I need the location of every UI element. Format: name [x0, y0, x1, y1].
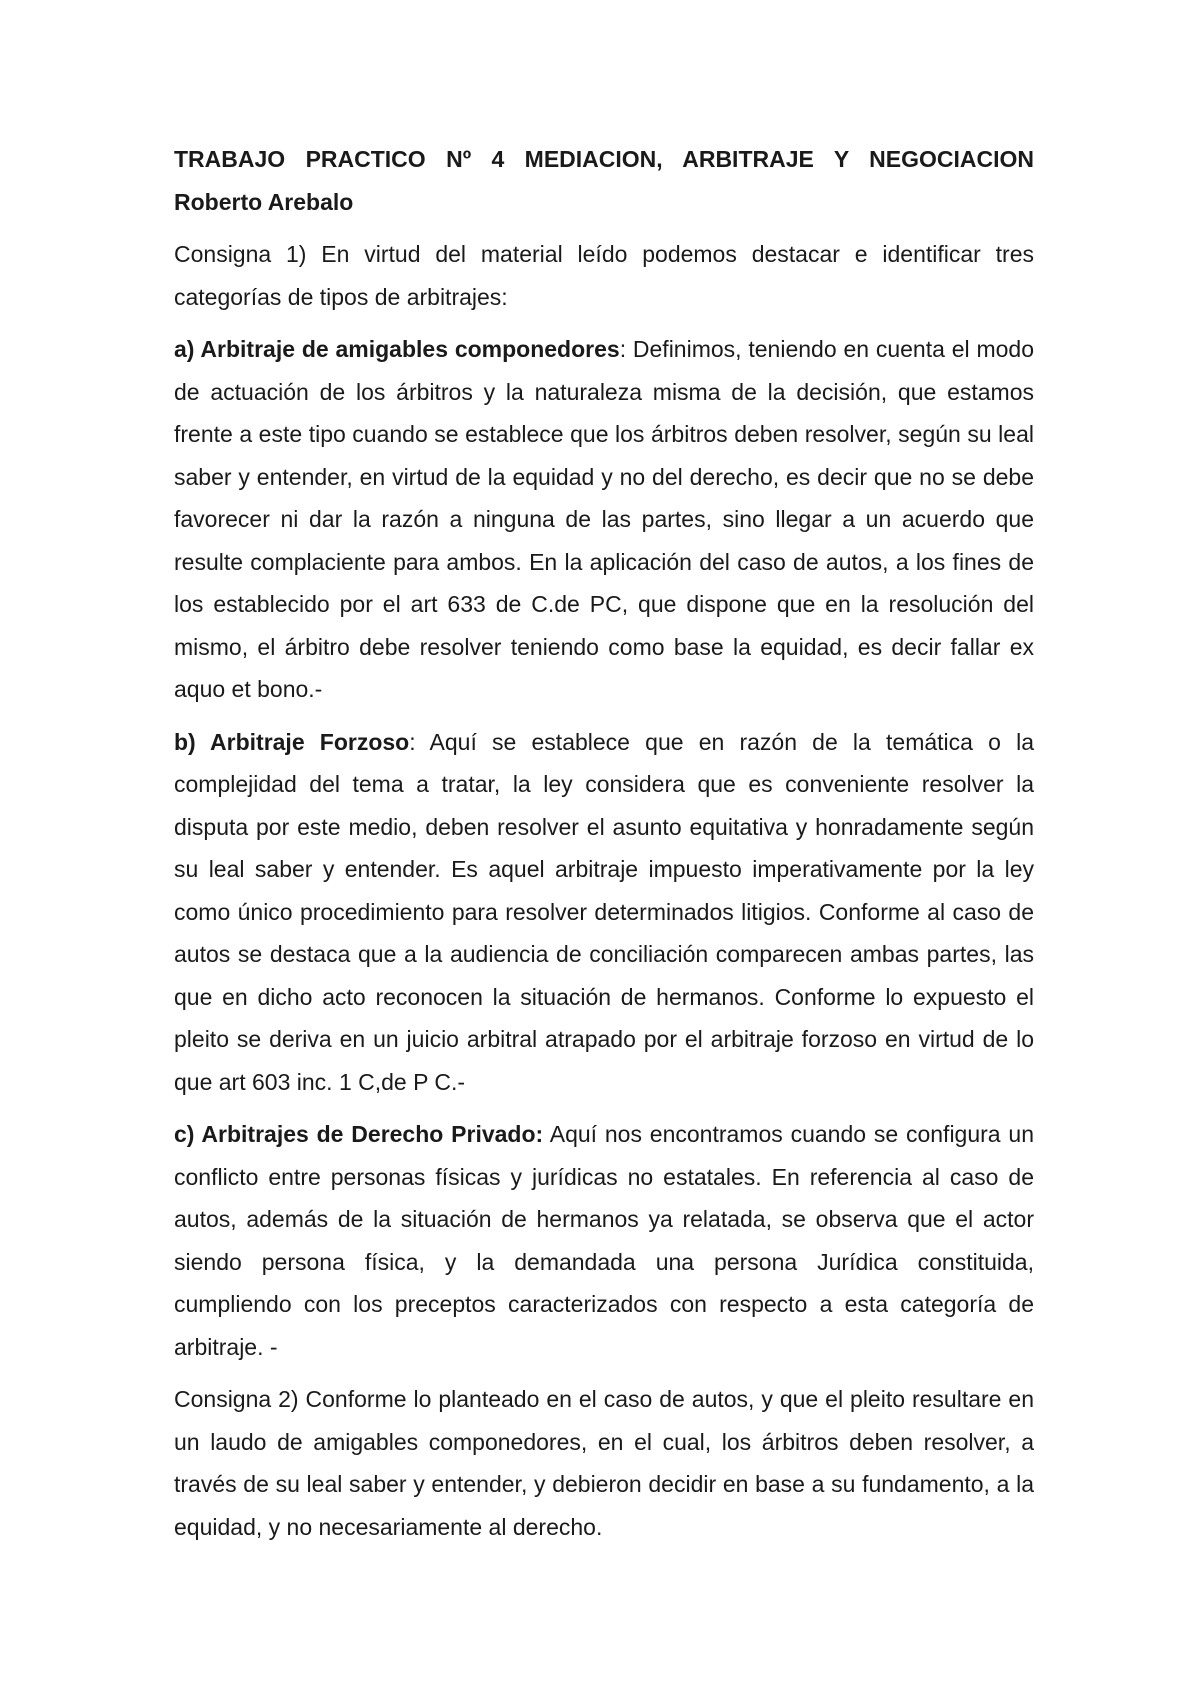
paragraph-body: Consigna 1) En virtud del material leído podemos destacar e identificar tres categorías de tipos de arbitrajes: [174, 241, 1034, 310]
paragraph-body: : Aquí se establece que en razón de la temática o la complejidad del tema a tratar, la ley considera que es conveniente resolver la disputa por este medio, deben resolver el asunto equitativa y honradamente según su leal saber y entender. Es aquel arbitraje impuesto imperativamente por la ley como único procedimiento para resolver determinados litigios. Conforme al caso de autos se destaca que a la audiencia de conciliación comparecen ambas partes, las que en dicho acto reconocen la situación de hermanos. Conforme lo expuesto el pleito se deriva en un juicio arbitral atrapado por el arbitraje forzoso en virtud de lo que art 603 inc. 1 C,de P C.- [174, 728, 1034, 1095]
paragraph-consigna-1 [174, 233, 1034, 318]
paragraph-heading: a) Arbitraje de amigables componedores [174, 336, 620, 362]
paragraph-consigna-2 [174, 1378, 1034, 1548]
paragraph-arbitraje-forzoso [174, 721, 1034, 1104]
paragraph-heading: c) Arbitrajes de Derecho Privado: [174, 1121, 544, 1147]
document-page [174, 138, 1034, 1558]
paragraph-heading: b) Arbitraje Forzoso [174, 728, 410, 755]
paragraph-arbitraje-amigables [174, 328, 1034, 711]
paragraph-body: Aquí nos encontramos cuando se configura un conflicto entre personas físicas y jurídicas no estatales. En referencia al caso de autos, además de la situación de hermanos ya relatada, se observa que el actor siendo persona física, y la demandada una persona Jurídica constituida, cumpliendo con los preceptos caracterizados con respecto a esta categoría de arbitraje. - [174, 1121, 1035, 1360]
paragraph-arbitraje-derecho-privado [174, 1113, 1034, 1368]
paragraph-body: Consigna 2) Conforme lo planteado en el caso de autos, y que el pleito resultare en un laudo de amigables componedores, en el cual, los árbitros deben resolver, a través de su leal saber y entender, y debieron decidir en base a su fundamento, a la equidad, y no necesariamente al derecho. [174, 1386, 1034, 1540]
document-author: Roberto Arebalo [174, 188, 354, 215]
paragraph-body: : Definimos, teniendo en cuenta el modo de actuación de los árbitros y la naturaleza misma de la decisión, que estamos frente a este tipo cuando se establece que los árbitros deben resolver, según su leal saber y entender, en virtud de la equidad y no del derecho, es decir que no se debe favorecer ni dar la razón a ninguna de las partes, sino llegar a un acuerdo que resulte complaciente para ambos. En la aplicación del caso de autos, a los fines de los establecido por el art 633 de C.de PC, que dispone que en la resolución del mismo, el árbitro debe resolver teniendo como base la equidad, es decir fallar ex aquo et bono.- [174, 336, 1034, 702]
document-title: TRABAJO PRACTICO Nº 4 MEDIACION, ARBITRAJE Y NEGOCIACION [174, 146, 1034, 172]
